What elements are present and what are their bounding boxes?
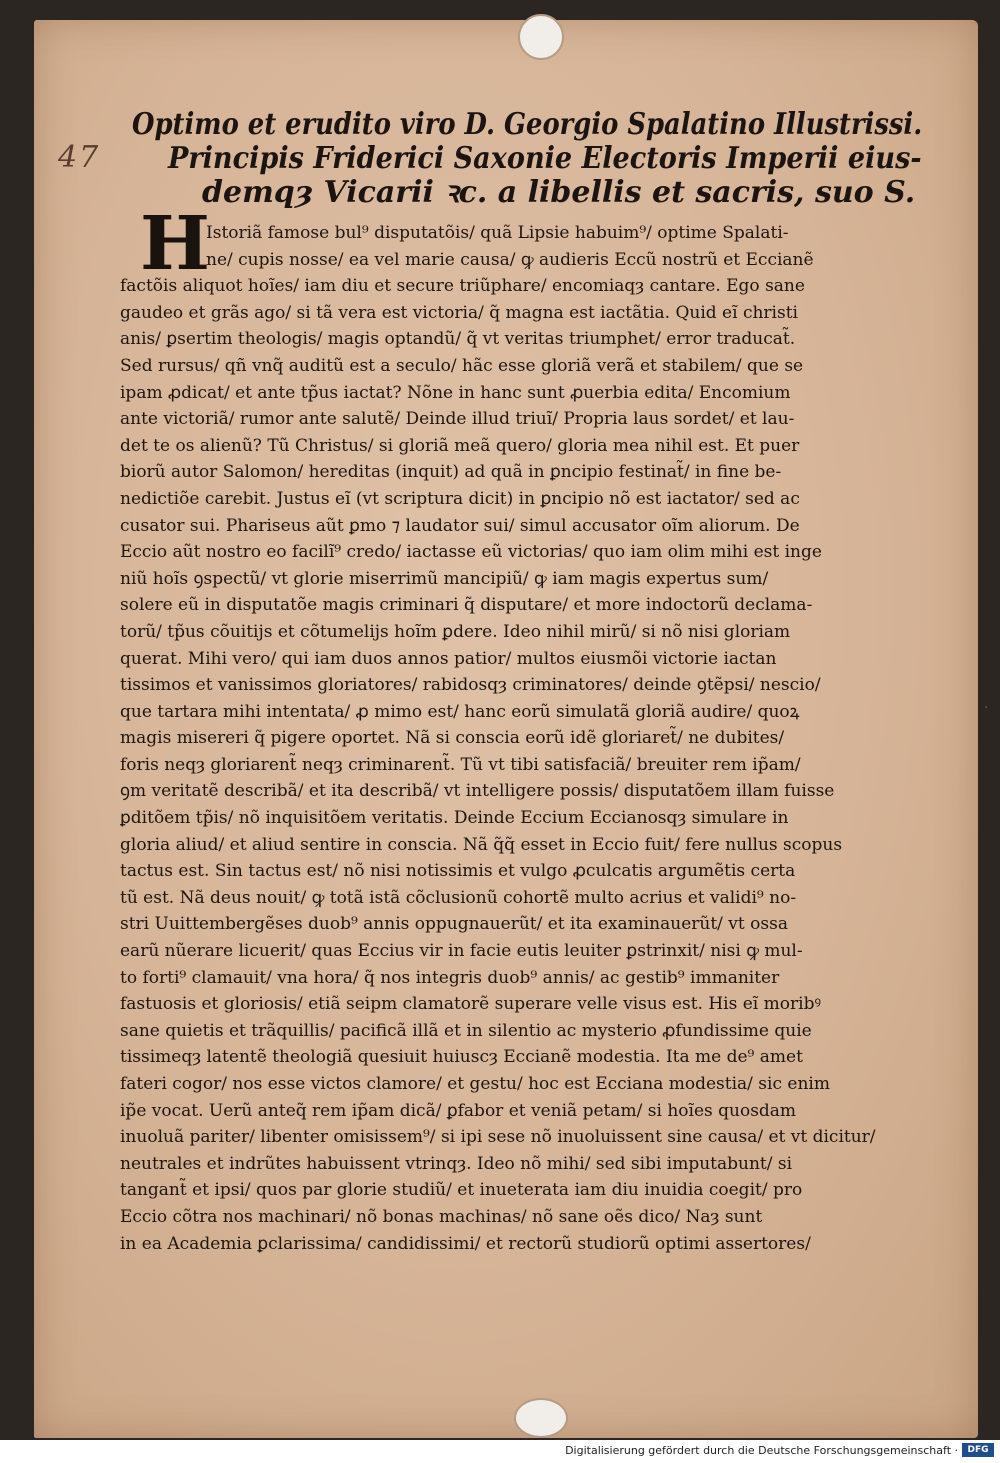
text-line: magis misereri q̃ pigere oportet. Nã si conscia eorũ idẽ gloriaret̃/ ne dubites/ xyxy=(120,728,785,749)
text-line: gloria aliud/ et aliud sentire in conscia. Nã q̃q̃ esset in Eccio fuit/ fere nullus scopus xyxy=(120,834,843,855)
text-line: tactus est. Sin tactus est/ nõ nisi notissimis et vulgo ꝓculcatis argumẽtis certa xyxy=(120,861,796,882)
text-line: det te os alienũ? Tũ Christus/ si gloriã meã quero/ gloria mea nihil est. Et puer xyxy=(120,435,800,456)
dfg-logo[interactable]: DFG xyxy=(962,1443,994,1457)
text-line: ꝑditõem tp̃is/ nõ inquisitõem veritatis. Deinde Eccium Eccianosqȝ simulare in xyxy=(120,808,789,829)
text-line: to forti⁹ clamauit/ vna hora/ q̃ nos integris duob⁹ annis/ ac gestib⁹ immaniter xyxy=(120,967,780,988)
handwritten-folio-number: 47 xyxy=(58,140,101,175)
text-line: tissimeqȝ latentẽ theologiã quesiuit huiuscȝ Eccianẽ modestia. Ita me de⁹ amet xyxy=(120,1047,803,1068)
header-line-1: Optimo et erudito viro D. Georgio Spalatino Illustrissi. xyxy=(132,107,923,142)
text-line: fastuosis et gloriosis/ etiã seipm clamatorẽ superare velle visus est. His eĩ moribꝰ xyxy=(120,994,821,1015)
paper-hole-top xyxy=(518,14,564,60)
header-line-2: Principis Friderici Saxonie Electoris Imperii eius- xyxy=(168,141,922,176)
text-line: gaudeo et grãs ago/ si tã vera est victoria/ q̃ magna est iactãtia. Quid eĩ christi xyxy=(120,302,798,323)
text-line: tangant̃ et ipsi/ quos par glorie studiũ/ et inueterata iam diu inuidia coegit/ pro xyxy=(120,1180,803,1201)
text-line: torũ/ tp̃us cõuitijs et cõtumelijs hoĩm ꝑdere. Ideo nihil mirũ/ si nõ nisi gloriam xyxy=(120,621,791,642)
letter-body xyxy=(120,220,880,1257)
text-line: Eccio aũt nostro eo facilĩ⁹ credo/ iactasse eũ victorias/ quo iam olim mihi est inge xyxy=(120,542,822,563)
footer-bar xyxy=(0,1440,1000,1463)
header-line-3: demqȝ Vicarii ꝛc. a libellis et sacris, suo S. xyxy=(202,175,916,210)
dedication-header xyxy=(132,108,922,210)
text-line: inuoluã pariter/ libenter omisissem⁹/ si ipi sese nõ inuoluissent sine causa/ et vt dicitur/ xyxy=(120,1127,876,1148)
text-line: in ea Academia ꝑclarissima/ candidissimi/ et rectorũ studiorũ optimi assertores/ xyxy=(120,1233,811,1254)
text-line: ne/ cupis nosse/ ea vel marie causa/ ꝙ audieris Eccũ nostrũ et Eccianẽ xyxy=(206,249,814,270)
paper-hole-bottom xyxy=(514,1398,568,1438)
funding-notice: Digitalisierung gefördert durch die Deutsche Forschungsgemeinschaft · xyxy=(565,1444,958,1457)
drop-cap-initial: H xyxy=(140,201,210,287)
text-line: que tartara mihi intentata/ ꝓ mimo est/ hanc eorũ simulatã gloriã audire/ quoꝝ xyxy=(120,701,800,722)
text-line: solere eũ in disputatõe magis criminari q̃ disputare/ et more indoctorũ declama- xyxy=(120,595,813,616)
text-line: ꝯm veritatẽ describã/ et ita describã/ vt intelligere possis/ disputatõem illam fuisse xyxy=(120,781,835,802)
text-line: Sed rursus/ qñ vnq̃ auditũ est a seculo/ hãc esse gloriã verã et stabilem/ que se xyxy=(120,355,804,376)
text-line: ante victoriã/ rumor ante salutẽ/ Deinde illud triuĩ/ Propria laus sordet/ et lau- xyxy=(120,409,795,430)
text-line: Istoriã famose bul⁹ disputatõis/ quã Lipsie habuim⁹/ optime Spalati- xyxy=(206,223,789,243)
text-line: earũ nũerare licuerit/ quas Eccius vir in facie eutis leuiter ꝑstrinxit/ nisi ꝙ mul- xyxy=(120,941,803,962)
text-line: ipam ꝓdicat/ et ante tp̃us iactat? Nõne in hanc sunt ꝓuerbia edita/ Encomium xyxy=(120,382,791,403)
text-line: Eccio cõtra nos machinari/ nõ bonas machinas/ nõ sane oẽs dico/ Naȝ sunt xyxy=(120,1206,763,1227)
text-line: factõis aliquot hoĩes/ iam diu et secure triũphare/ encomiaqȝ cantare. Ego sane xyxy=(120,276,805,297)
text-line: ip̃e vocat. Uerũ anteq̃ rem ip̃am dicã/ ꝑfabor et veniã petam/ si hoĩes quosdam xyxy=(120,1100,797,1121)
text-line: cusator sui. Phariseus aũt ꝑmo ⁊ laudator sui/ simul accusator oĩm aliorum. De xyxy=(120,515,800,536)
text-line: nedictiõe carebit. Justus eĩ (vt scriptura dicit) in ꝑncipio nõ est iactator/ sed ac xyxy=(120,488,800,509)
text-line: neutrales et indrũtes habuissent vtrinqȝ. Ideo nõ mihi/ sed sibi imputabunt/ si xyxy=(120,1153,793,1174)
text-line: tũ est. Nã deus nouit/ ꝙ totã istã cõclusionũ cohortẽ multo acrius et validi⁹ no- xyxy=(120,887,797,908)
text-line: niũ hoĩs ꝯspectũ/ vt glorie miserrimũ mancipiũ/ ꝙ iam magis expertus sum/ xyxy=(120,568,769,589)
edge-mark: · xyxy=(984,700,989,716)
text-line: sane quietis et trãquillis/ pacificã illã et in silentio ac mysterio ꝓfundissime quie xyxy=(120,1020,812,1041)
text-line: stri Uuittembergẽses duob⁹ annis oppugnauerũt/ et ita examinauerũt/ vt ossa xyxy=(120,914,788,935)
text-line: anis/ ꝑsertim theologis/ magis optandũ/ q̃ vt veritas triumphet/ error traducat̃. xyxy=(120,329,796,350)
text-line: tissimos et vanissimos gloriatores/ rabidosqȝ criminatores/ deinde ꝯtẽpsi/ nescio/ xyxy=(120,675,821,696)
text-line: fateri cogor/ nos esse victos clamore/ et gestu/ hoc est Ecciana modestia/ sic enim xyxy=(120,1074,830,1094)
text-line: foris neqȝ gloriarent̃ neqȝ criminarent̃. Tũ vt tibi satisfaciã/ breuiter rem ip̃am/ xyxy=(120,754,801,775)
text-line: biorũ autor Salomon/ hereditas (inquit) ad quã in ꝑncipio festinat̃/ in fine be- xyxy=(120,462,782,483)
text-line: querat. Mihi vero/ qui iam duos annos patior/ multos eiusmõi victorie iactan xyxy=(120,648,777,669)
